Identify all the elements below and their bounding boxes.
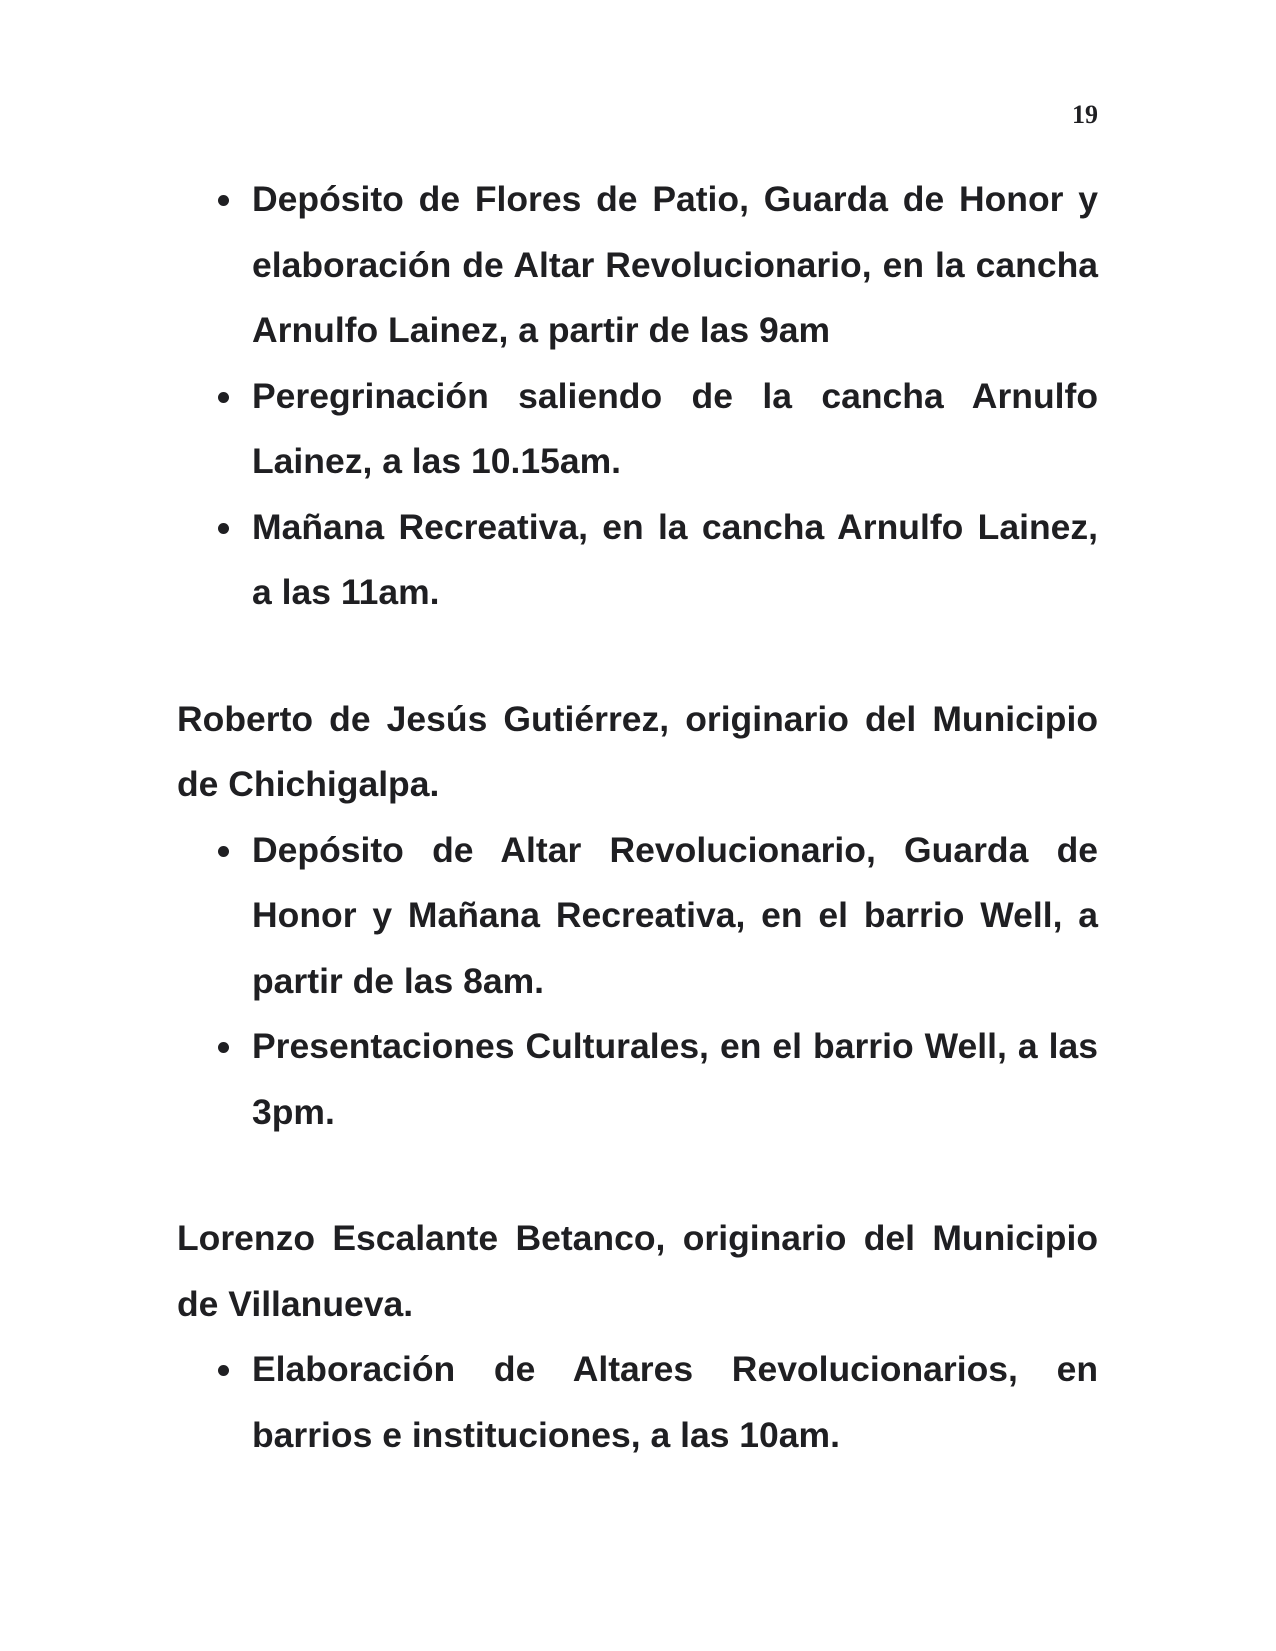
bullet-icon [218,392,229,403]
villanueva-activity-list [177,1337,1098,1468]
intro-activity-list [177,167,1098,626]
bullet-icon [218,1365,229,1376]
section-heading-chichigalpa: Roberto de Jesús Gutiérrez, originario del Municipio de Chichigalpa. [177,698,1098,804]
list-item-text: Peregrinación saliendo de la cancha Arnulfo Lainez, a las 10.15am. [252,375,1098,481]
chichigalpa-activity-list [177,818,1098,1146]
bullet-icon [218,523,229,534]
page-number: 19 [1072,100,1098,129]
list-item-text: Mañana Recreativa, en la cancha Arnulfo Lainez, a las 11am. [252,506,1098,612]
list-item-text: Depósito de Flores de Patio, Guarda de Honor y elaboración de Altar Revolucionario, en la cancha Arnulfo Lainez, a partir de las 9am [252,179,1098,350]
spacer [177,626,1098,687]
list-item-text: Presentaciones Culturales, en el barrio Well, a las 3pm. [252,1026,1098,1132]
list-item [177,167,1098,364]
list-item-text: Depósito de Altar Revolucionario, Guarda de Honor y Mañana Recreativa, en el barrio Well, a partir de las 8am. [252,829,1098,1001]
bullet-icon [218,846,229,857]
bullet-icon [218,1042,229,1053]
document-body [177,167,1098,1468]
list-item [177,495,1098,626]
list-item-text: Elaboración de Altares Revolucionarios, en barrios e instituciones, a las 10am. [252,1349,1098,1455]
list-item [177,1014,1098,1145]
list-item [177,364,1098,495]
list-item [177,1337,1098,1468]
spacer [177,1145,1098,1206]
section-heading-villanueva: Lorenzo Escalante Betanco, originario del Municipio de Villanueva. [177,1218,1098,1324]
list-item [177,818,1098,1015]
bullet-icon [218,195,229,206]
